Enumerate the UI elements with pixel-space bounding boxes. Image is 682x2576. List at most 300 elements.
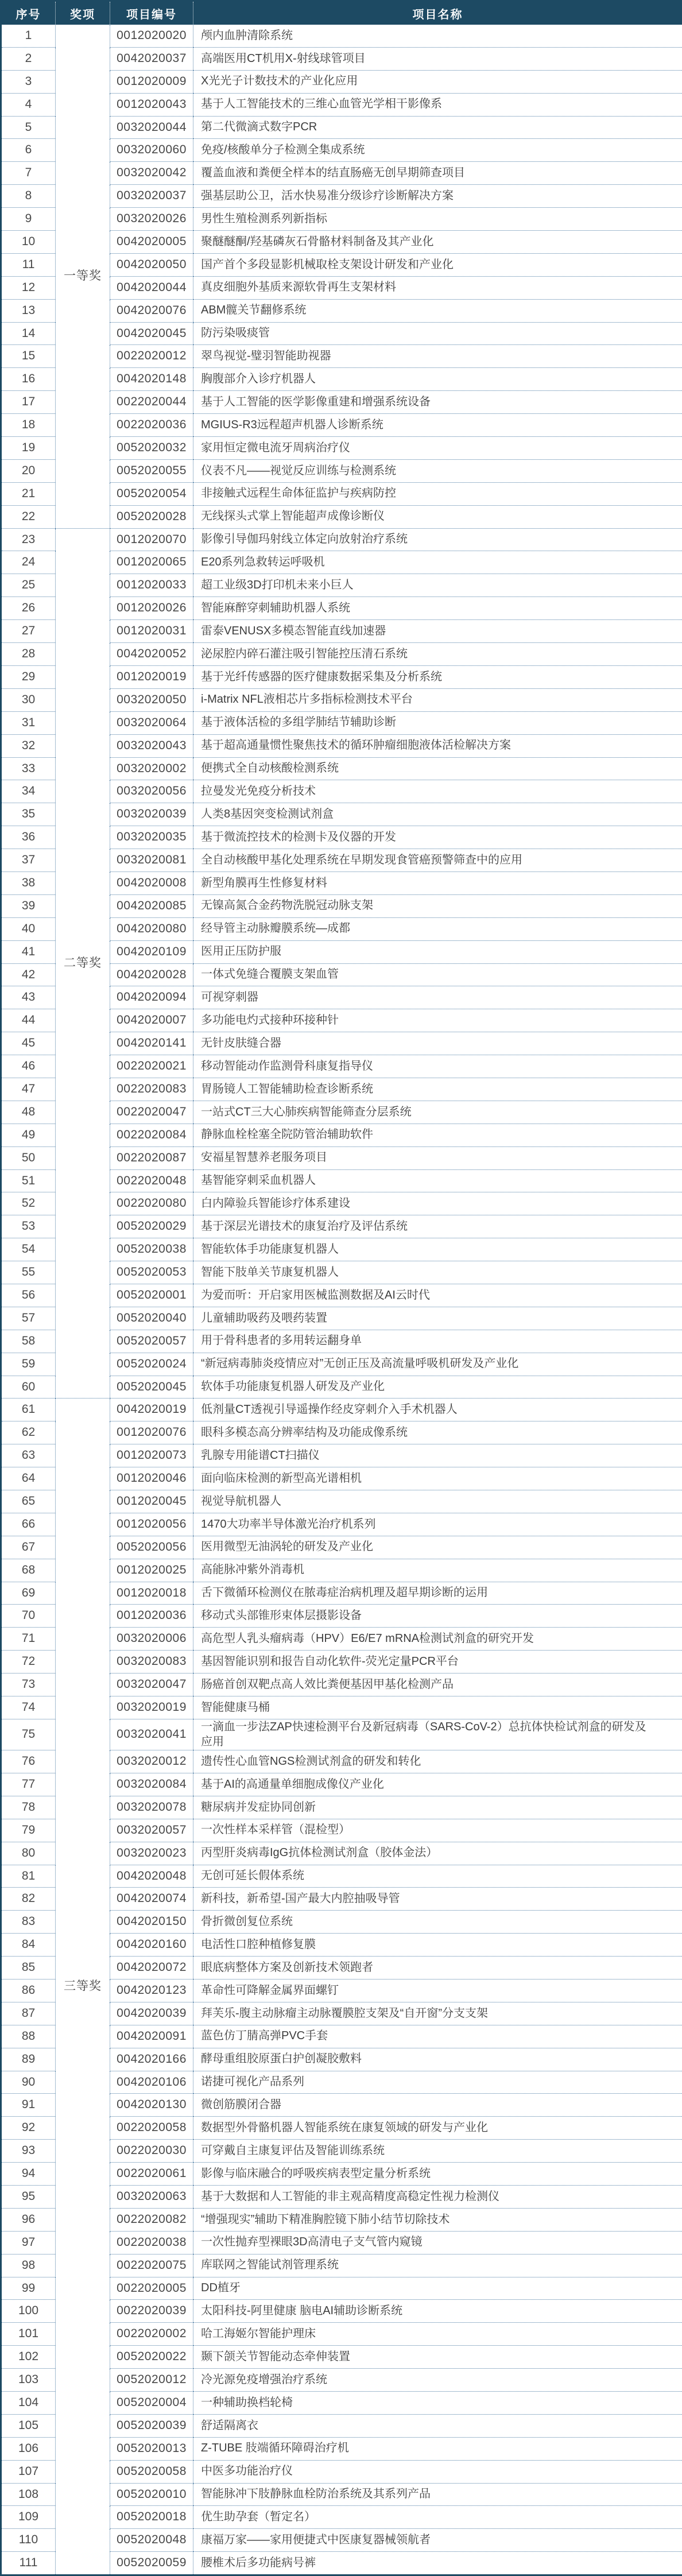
code-cell: 0042020050 — [110, 253, 193, 276]
code-cell: 0022020005 — [110, 2277, 193, 2300]
code-cell: 0032020064 — [110, 711, 193, 734]
name-cell: 软体手功能康复机器人研发及产业化 — [193, 1376, 682, 1399]
code-cell: 0032020083 — [110, 1651, 193, 1674]
code-cell: 0042020109 — [110, 940, 193, 963]
code-cell: 0042020074 — [110, 1888, 193, 1911]
table-row — [1, 25, 682, 47]
code-cell: 0032020043 — [110, 734, 193, 757]
name-cell: 一站式CT三大心肺疾病智能筛查分层系统 — [193, 1101, 682, 1124]
name-cell: 超工业级3D打印机未来小巨人 — [193, 574, 682, 597]
serial-cell: 7 — [1, 162, 56, 185]
code-cell: 0042020085 — [110, 894, 193, 917]
serial-cell: 85 — [1, 1957, 56, 1980]
serial-cell: 65 — [1, 1490, 56, 1513]
name-cell: 智能麻醉穿刺辅助机器人系统 — [193, 597, 682, 620]
name-cell: 基智能穿刺采血机器人 — [193, 1169, 682, 1192]
name-cell: 聚醚醚酮/羟基磷灰石骨骼材料制备及其产业化 — [193, 231, 682, 254]
serial-cell: 101 — [1, 2323, 56, 2346]
serial-cell: 81 — [1, 1865, 56, 1888]
serial-cell: 70 — [1, 1605, 56, 1628]
code-cell: 0052020059 — [110, 2552, 193, 2575]
award-cell: 三等奖 — [56, 1399, 110, 2575]
name-cell: 中医多功能治疗仪 — [193, 2460, 682, 2483]
table-header-row — [1, 1, 682, 25]
name-cell: 诺捷可视化产品系列 — [193, 2071, 682, 2094]
serial-cell: 75 — [1, 1719, 56, 1750]
code-cell: 0022020083 — [110, 1078, 193, 1101]
name-cell: 免疫/核酸单分子检测全集成系统 — [193, 139, 682, 162]
serial-cell: 4 — [1, 93, 56, 116]
code-cell: 0042020076 — [110, 299, 193, 322]
code-cell: 0022020047 — [110, 1101, 193, 1124]
serial-cell: 38 — [1, 871, 56, 894]
serial-cell: 23 — [1, 528, 56, 551]
name-cell: 蓝色仿丁腈高弹PVC手套 — [193, 2025, 682, 2048]
name-cell: “新冠病毒肺炎疫情应对”无创正压及高流量呼吸机研发及产业化 — [193, 1353, 682, 1376]
code-cell: 0012020020 — [110, 25, 193, 47]
serial-cell: 79 — [1, 1819, 56, 1842]
name-cell: 静脉血栓栓塞全院防管治辅助软件 — [193, 1124, 682, 1146]
serial-cell: 104 — [1, 2392, 56, 2415]
name-cell: E20系列急救转运呼吸机 — [193, 551, 682, 574]
name-cell: “增强现实”辅助下精准胸腔镜下肺小结节切除技术 — [193, 2208, 682, 2231]
code-cell: 0042020080 — [110, 917, 193, 940]
serial-cell: 25 — [1, 574, 56, 597]
name-cell: 非接触式远程生命体征监护与疾病防控 — [193, 482, 682, 505]
name-cell: 库联网之智能试剂管理系统 — [193, 2254, 682, 2277]
name-cell: 基于人工智能技术的三维心血管光学相干影像系 — [193, 93, 682, 116]
serial-cell: 64 — [1, 1467, 56, 1490]
name-cell: 一种辅助换档轮椅 — [193, 2392, 682, 2415]
serial-cell: 82 — [1, 1888, 56, 1911]
serial-cell: 18 — [1, 414, 56, 437]
code-cell: 0052020028 — [110, 505, 193, 528]
name-cell: 眼底病整体方案及创新技术领跑者 — [193, 1957, 682, 1980]
serial-cell: 29 — [1, 665, 56, 688]
serial-cell: 45 — [1, 1032, 56, 1055]
serial-cell: 31 — [1, 711, 56, 734]
name-cell: 基因智能识别和报告自动化软件-荧光定量PCR平台 — [193, 1651, 682, 1674]
serial-cell: 39 — [1, 894, 56, 917]
code-cell: 0052020004 — [110, 2392, 193, 2415]
serial-cell: 108 — [1, 2483, 56, 2506]
serial-cell: 74 — [1, 1696, 56, 1719]
serial-cell: 84 — [1, 1934, 56, 1957]
serial-cell: 33 — [1, 757, 56, 780]
serial-cell: 107 — [1, 2460, 56, 2483]
code-cell: 0032020041 — [110, 1719, 193, 1750]
code-cell: 0052020013 — [110, 2437, 193, 2460]
projects-table-body — [1, 25, 682, 2575]
code-cell: 0052020056 — [110, 1536, 193, 1559]
code-cell: 0022020082 — [110, 2208, 193, 2231]
serial-cell: 40 — [1, 917, 56, 940]
serial-cell: 56 — [1, 1284, 56, 1307]
serial-cell: 52 — [1, 1192, 56, 1215]
code-cell: 0042020130 — [110, 2094, 193, 2117]
code-cell: 0052020022 — [110, 2346, 193, 2369]
code-cell: 0012020076 — [110, 1421, 193, 1444]
name-cell: 拜芙乐-腹主动脉瘤主动脉覆膜腔支架及“自开窗”分支支架 — [193, 2002, 682, 2025]
serial-cell: 41 — [1, 940, 56, 963]
serial-cell: 99 — [1, 2277, 56, 2300]
name-cell: 家用恒定微电流牙周病治疗仪 — [193, 437, 682, 460]
name-cell: 基于光纤传感器的医疗健康数据采集及分析系统 — [193, 665, 682, 688]
serial-cell: 95 — [1, 2186, 56, 2209]
name-cell: 1470大功率半导体激光治疗机系列 — [193, 1513, 682, 1536]
code-cell: 0012020026 — [110, 597, 193, 620]
name-cell: 智能脉冲下肢静脉血栓防治系统及其系列产品 — [193, 2483, 682, 2506]
serial-cell: 3 — [1, 70, 56, 93]
serial-cell: 76 — [1, 1750, 56, 1773]
serial-cell: 11 — [1, 253, 56, 276]
code-cell: 0012020043 — [110, 93, 193, 116]
serial-cell: 63 — [1, 1444, 56, 1467]
code-cell: 0042020141 — [110, 1032, 193, 1055]
name-cell: 视觉导航机器人 — [193, 1490, 682, 1513]
name-cell: 胸腹部介入诊疗机器人 — [193, 368, 682, 391]
serial-cell: 87 — [1, 2002, 56, 2025]
name-cell: 白内障验兵智能诊疗体系建设 — [193, 1192, 682, 1215]
serial-cell: 57 — [1, 1307, 56, 1330]
name-cell: 一滴血一步法ZAP快速检测平台及新冠病毒（SARS-CoV-2）总抗体快检试剂盒的研发及应用 — [193, 1719, 682, 1750]
serial-cell: 21 — [1, 482, 56, 505]
name-cell: 高危型人乳头瘤病毒（HPV）E6/E7 mRNA检测试剂盒的研究开发 — [193, 1628, 682, 1651]
code-cell: 0052020053 — [110, 1261, 193, 1284]
code-cell: 0012020056 — [110, 1513, 193, 1536]
serial-cell: 19 — [1, 437, 56, 460]
name-cell: 数据型外骨骼机器人智能系统在康复领域的研发与产业化 — [193, 2117, 682, 2140]
code-cell: 0042020150 — [110, 1911, 193, 1934]
name-cell: 无镍高氮合金药物洗脱冠动脉支架 — [193, 894, 682, 917]
name-cell: 智能下肢单关节康复机器人 — [193, 1261, 682, 1284]
name-cell: 优生助孕套（暂定名） — [193, 2506, 682, 2529]
name-cell: 肠癌首创双靶点高人效比粪便基因甲基化检测产品 — [193, 1674, 682, 1696]
code-cell: 0032020044 — [110, 116, 193, 139]
name-cell: 人类8基因突变检测试剂盒 — [193, 803, 682, 826]
name-cell: 胃肠镜人工智能辅助检查诊断系统 — [193, 1078, 682, 1101]
serial-cell: 49 — [1, 1124, 56, 1146]
name-cell: 翠鸟视觉-璧羽智能助视器 — [193, 345, 682, 368]
name-cell: 移动式头部锥形束体层摄影设备 — [193, 1605, 682, 1628]
award-cell: 一等奖 — [56, 25, 110, 528]
serial-cell: 88 — [1, 2025, 56, 2048]
serial-cell: 103 — [1, 2369, 56, 2392]
name-cell: 基于大数据和人工智能的非主观高精度高稳定性视力检测仪 — [193, 2186, 682, 2209]
serial-cell: 106 — [1, 2437, 56, 2460]
name-cell: 基于液体活检的多组学肺结节辅助诊断 — [193, 711, 682, 734]
code-cell: 0012020033 — [110, 574, 193, 597]
name-cell: 颅内血肿清除系统 — [193, 25, 682, 47]
serial-cell: 20 — [1, 459, 56, 482]
code-cell: 0022020084 — [110, 1124, 193, 1146]
serial-cell: 1 — [1, 25, 56, 47]
serial-cell: 67 — [1, 1536, 56, 1559]
name-cell: 雷泰VENUSX多模态智能直线加速器 — [193, 620, 682, 643]
code-cell: 0042020008 — [110, 871, 193, 894]
name-cell: 医用微型无油涡轮的研发及产业化 — [193, 1536, 682, 1559]
code-cell: 0052020045 — [110, 1376, 193, 1399]
code-cell: 0022020036 — [110, 414, 193, 437]
name-cell: 酵母重组胶原蛋白护创凝胶敷料 — [193, 2048, 682, 2071]
code-cell: 0012020018 — [110, 1582, 193, 1605]
column-header-name: 项目名称 — [193, 1, 682, 25]
name-cell: 眼科多模态高分辨率结构及功能成像系统 — [193, 1421, 682, 1444]
code-cell: 0032020063 — [110, 2186, 193, 2209]
code-cell: 0022020021 — [110, 1055, 193, 1078]
table-row — [1, 1399, 682, 1421]
column-header-serial: 序号 — [1, 1, 56, 25]
serial-cell: 37 — [1, 849, 56, 872]
code-cell: 0042020037 — [110, 47, 193, 70]
code-cell: 0042020045 — [110, 322, 193, 345]
name-cell: 覆盖血液和粪便全样本的结直肠癌无创早期筛查项目 — [193, 162, 682, 185]
serial-cell: 34 — [1, 780, 56, 803]
serial-cell: 54 — [1, 1238, 56, 1261]
code-cell: 0042020148 — [110, 368, 193, 391]
serial-cell: 92 — [1, 2117, 56, 2140]
name-cell: 遗传性心血管NGS检测试剂盒的研发和转化 — [193, 1750, 682, 1773]
name-cell: DD植牙 — [193, 2277, 682, 2300]
code-cell: 0022020012 — [110, 345, 193, 368]
serial-cell: 93 — [1, 2140, 56, 2163]
name-cell: 革命性可降解金属界面螺钉 — [193, 1980, 682, 2002]
serial-cell: 58 — [1, 1330, 56, 1353]
serial-cell: 110 — [1, 2529, 56, 2552]
name-cell: 电活性口腔种植修复膜 — [193, 1934, 682, 1957]
serial-cell: 91 — [1, 2094, 56, 2117]
name-cell: 基于深层光谱技术的康复治疗及评估系统 — [193, 1215, 682, 1238]
name-cell: 移动智能动作监测骨科康复指导仪 — [193, 1055, 682, 1078]
serial-cell: 105 — [1, 2414, 56, 2437]
serial-cell: 100 — [1, 2300, 56, 2323]
code-cell: 0032020026 — [110, 208, 193, 231]
code-cell: 0032020078 — [110, 1796, 193, 1819]
name-cell: 国产首个多段显影机械取栓支架设计研发和产业化 — [193, 253, 682, 276]
name-cell: 智能健康马桶 — [193, 1696, 682, 1719]
name-cell: i-Matrix NFL液相芯片多指标检测技术平台 — [193, 688, 682, 711]
name-cell: 哈工海姬尔智能护理床 — [193, 2323, 682, 2346]
serial-cell: 16 — [1, 368, 56, 391]
code-cell: 0022020087 — [110, 1146, 193, 1169]
code-cell: 0042020048 — [110, 1865, 193, 1888]
name-cell: 基于微流控技术的检测卡及仪器的开发 — [193, 826, 682, 849]
name-cell: 一体式免缝合覆膜支架血管 — [193, 963, 682, 986]
name-cell: 为爱而听：开启家用医械监测数据及AI云时代 — [193, 1284, 682, 1307]
serial-cell: 109 — [1, 2506, 56, 2529]
name-cell: 舌下微循环检测仪在脓毒症治病机理及超早期诊断的运用 — [193, 1582, 682, 1605]
name-cell: 便携式全自动核酸检测系统 — [193, 757, 682, 780]
name-cell: 一次性抛弃型裸眼3D高清电子支气管内窥镜 — [193, 2231, 682, 2254]
code-cell: 0032020057 — [110, 1819, 193, 1842]
code-cell: 0052020032 — [110, 437, 193, 460]
serial-cell: 62 — [1, 1421, 56, 1444]
serial-cell: 46 — [1, 1055, 56, 1078]
code-cell: 0022020044 — [110, 391, 193, 414]
serial-cell: 55 — [1, 1261, 56, 1284]
code-cell: 0012020073 — [110, 1444, 193, 1467]
award-cell: 二等奖 — [56, 528, 110, 1399]
name-cell: MGIUS-R3远程超声机器人诊断系统 — [193, 414, 682, 437]
name-cell: 微创筋膜闭合器 — [193, 2094, 682, 2117]
code-cell: 0032020047 — [110, 1674, 193, 1696]
serial-cell: 51 — [1, 1169, 56, 1192]
name-cell: 基于超高通量惯性聚焦技术的循环肿瘤细胞液体活检解决方案 — [193, 734, 682, 757]
code-cell: 0042020019 — [110, 1399, 193, 1421]
column-header-code: 项目编号 — [110, 1, 193, 25]
name-cell: 用于骨科患者的多用转运翻身单 — [193, 1330, 682, 1353]
serial-cell: 2 — [1, 47, 56, 70]
name-cell: 太阳科技-阿里健康 脑电AI辅助诊断系统 — [193, 2300, 682, 2323]
serial-cell: 89 — [1, 2048, 56, 2071]
code-cell: 0042020166 — [110, 2048, 193, 2071]
code-cell: 0032020084 — [110, 1773, 193, 1796]
serial-cell: 9 — [1, 208, 56, 231]
name-cell: X光光子计数技术的产业化应用 — [193, 70, 682, 93]
serial-cell: 60 — [1, 1376, 56, 1399]
serial-cell: 8 — [1, 185, 56, 208]
code-cell: 0032020042 — [110, 162, 193, 185]
code-cell: 0052020054 — [110, 482, 193, 505]
serial-cell: 28 — [1, 643, 56, 666]
code-cell: 0052020029 — [110, 1215, 193, 1238]
serial-cell: 97 — [1, 2231, 56, 2254]
name-cell: 男性生殖检测系列新指标 — [193, 208, 682, 231]
serial-cell: 43 — [1, 986, 56, 1009]
code-cell: 0042020005 — [110, 231, 193, 254]
code-cell: 0012020009 — [110, 70, 193, 93]
serial-cell: 50 — [1, 1146, 56, 1169]
name-cell: 舒适隔离衣 — [193, 2414, 682, 2437]
code-cell: 0012020046 — [110, 1467, 193, 1490]
serial-cell: 13 — [1, 299, 56, 322]
name-cell: 儿童辅助吸药及喂药装置 — [193, 1307, 682, 1330]
code-cell: 0012020036 — [110, 1605, 193, 1628]
code-cell: 0042020091 — [110, 2025, 193, 2048]
serial-cell: 10 — [1, 231, 56, 254]
serial-cell: 30 — [1, 688, 56, 711]
name-cell: 面向临床检测的新型高光谱相机 — [193, 1467, 682, 1490]
code-cell: 0052020038 — [110, 1238, 193, 1261]
serial-cell: 48 — [1, 1101, 56, 1124]
name-cell: 泌尿腔内碎石灌注吸引智能控压清石系统 — [193, 643, 682, 666]
code-cell: 0042020094 — [110, 986, 193, 1009]
name-cell: 多功能电灼式接种环接种针 — [193, 1009, 682, 1032]
code-cell: 0052020048 — [110, 2529, 193, 2552]
serial-cell: 6 — [1, 139, 56, 162]
serial-cell: 12 — [1, 276, 56, 299]
serial-cell: 102 — [1, 2346, 56, 2369]
serial-cell: 27 — [1, 620, 56, 643]
serial-cell: 47 — [1, 1078, 56, 1101]
code-cell: 0052020058 — [110, 2460, 193, 2483]
serial-cell: 69 — [1, 1582, 56, 1605]
serial-cell: 73 — [1, 1674, 56, 1696]
serial-cell: 35 — [1, 803, 56, 826]
code-cell: 0032020019 — [110, 1696, 193, 1719]
serial-cell: 32 — [1, 734, 56, 757]
name-cell: 丙型肝炎病毒IgG抗体检测试剂盒（胶体金法） — [193, 1842, 682, 1865]
code-cell: 0042020160 — [110, 1934, 193, 1957]
name-cell: 乳腺专用能谱CT扫描仪 — [193, 1444, 682, 1467]
serial-cell: 15 — [1, 345, 56, 368]
code-cell: 0052020040 — [110, 1307, 193, 1330]
serial-cell: 94 — [1, 2163, 56, 2186]
code-cell: 0022020075 — [110, 2254, 193, 2277]
code-cell: 0042020039 — [110, 2002, 193, 2025]
name-cell: 强基层助公卫，活水快易准分级诊疗诊断解决方案 — [193, 185, 682, 208]
serial-cell: 66 — [1, 1513, 56, 1536]
code-cell: 0052020018 — [110, 2506, 193, 2529]
serial-cell: 61 — [1, 1399, 56, 1421]
serial-cell: 68 — [1, 1559, 56, 1582]
serial-cell: 71 — [1, 1628, 56, 1651]
code-cell: 0012020045 — [110, 1490, 193, 1513]
name-cell: 基于AI的高通量单细胞成像仪产业化 — [193, 1773, 682, 1796]
name-cell: 防污染吸痰管 — [193, 322, 682, 345]
serial-cell: 77 — [1, 1773, 56, 1796]
code-cell: 0032020012 — [110, 1750, 193, 1773]
code-cell: 0022020039 — [110, 2300, 193, 2323]
code-cell: 0042020028 — [110, 963, 193, 986]
serial-cell: 42 — [1, 963, 56, 986]
code-cell: 0032020037 — [110, 185, 193, 208]
name-cell: ABM髋关节翻修系统 — [193, 299, 682, 322]
name-cell: 经导管主动脉瓣膜系统—成都 — [193, 917, 682, 940]
name-cell: 影像与临床融合的呼吸疾病表型定量分析系统 — [193, 2163, 682, 2186]
name-cell: 新科技，新希望-国产最大内腔抽吸导管 — [193, 1888, 682, 1911]
serial-cell: 80 — [1, 1842, 56, 1865]
code-cell: 0022020061 — [110, 2163, 193, 2186]
name-cell: 真皮细胞外基质来源软骨再生支架材料 — [193, 276, 682, 299]
code-cell: 0032020006 — [110, 1628, 193, 1651]
serial-cell: 59 — [1, 1353, 56, 1376]
code-cell: 0052020039 — [110, 2414, 193, 2437]
code-cell: 0032020050 — [110, 688, 193, 711]
code-cell: 0052020012 — [110, 2369, 193, 2392]
serial-cell: 83 — [1, 1911, 56, 1934]
name-cell: 可视穿刺器 — [193, 986, 682, 1009]
name-cell: 冷光源免疫增强治疗系统 — [193, 2369, 682, 2392]
serial-cell: 22 — [1, 505, 56, 528]
serial-cell: 86 — [1, 1980, 56, 2002]
serial-cell: 96 — [1, 2208, 56, 2231]
name-cell: 高能脉冲紫外消毒机 — [193, 1559, 682, 1582]
name-cell: 可穿戴自主康复评估及智能训练系统 — [193, 2140, 682, 2163]
code-cell: 0022020048 — [110, 1169, 193, 1192]
serial-cell: 72 — [1, 1651, 56, 1674]
table-row — [1, 528, 682, 551]
serial-cell: 111 — [1, 2552, 56, 2575]
code-cell: 0042020052 — [110, 643, 193, 666]
column-header-award: 奖项 — [56, 1, 110, 25]
code-cell: 0042020072 — [110, 1957, 193, 1980]
code-cell: 0042020123 — [110, 1980, 193, 2002]
name-cell: 低剂量CT透视引导遥操作经皮穿刺介入手术机器人 — [193, 1399, 682, 1421]
name-cell: 糖尿病并发症协同创新 — [193, 1796, 682, 1819]
name-cell: 智能软体手功能康复机器人 — [193, 1238, 682, 1261]
name-cell: 影像引导伽玛射线立体定向放射治疗系统 — [193, 528, 682, 551]
serial-cell: 90 — [1, 2071, 56, 2094]
code-cell: 0012020070 — [110, 528, 193, 551]
code-cell: 0042020007 — [110, 1009, 193, 1032]
code-cell: 0032020039 — [110, 803, 193, 826]
code-cell: 0012020019 — [110, 665, 193, 688]
code-cell: 0052020010 — [110, 2483, 193, 2506]
code-cell: 0022020058 — [110, 2117, 193, 2140]
serial-cell: 24 — [1, 551, 56, 574]
code-cell: 0032020056 — [110, 780, 193, 803]
